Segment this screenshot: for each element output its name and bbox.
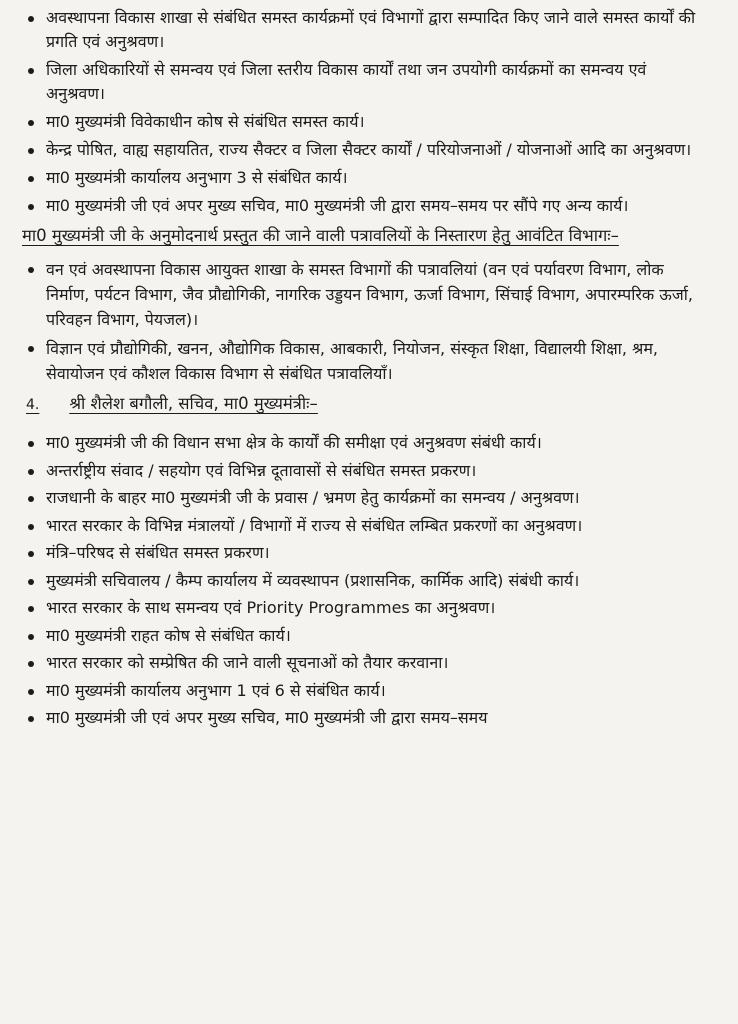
bullet-icon	[28, 148, 34, 154]
bullet-icon	[28, 120, 34, 126]
list-item: केन्द्र पोषित, वाह्य सहायतित, राज्य सैक्टर व जिला सैक्टर कार्यों / परियोजनाओं / योजनाओं आदि का अनुश्रवण।	[22, 138, 710, 162]
list-item: वन एवं अवस्थापना विकास आयुक्त शाखा के समस्त विभागों की पत्रावलियां (वन एवं पर्यावरण विभाग, लोक निर्माण, पर्यटन विभाग, जैव प्रौद्योगिकी, नागरिक उड्डयन विभाग, ऊर्जा विभाग, सिंचाई विभाग, अपारम्परिक ऊर्जा, परिवहन विभाग, पेयजल)।	[22, 257, 710, 332]
list-item: विज्ञान एवं प्रौद्योगिकी, खनन, औद्योगिक विकास, आबकारी, नियोजन, संस्कृत शिक्षा, विद्यालयी शिक्षा, श्रम, सेवायोजन एवं कौशल विकास विभाग से संबंधित पत्रावलियाँ।	[22, 336, 710, 386]
bullet-icon	[28, 606, 34, 612]
list-item: मा0 मुख्यमंत्री जी एवं अपर मुख्य सचिव, मा0 मुख्यमंत्री जी द्वारा समय–समय	[22, 706, 710, 731]
list-item: जिला अधिकारियों से समन्वय एवं जिला स्तरीय विकास कार्यों तथा जन उपयोगी कार्यक्रमों का समन्वय एवं अनुश्रवण।	[22, 58, 710, 106]
files-section-heading: मा0 मुख्यमंत्री जी के अनुमोदनार्थ प्रस्तुत की जाने वाली पत्रावलियों के निस्तारण हेतु आवंटित विभागः–	[22, 226, 619, 245]
section-number: 4.	[26, 397, 40, 413]
list-item: अन्तर्राष्ट्रीय संवाद / सहयोग एवं विभिन्न दूतावासों से संबंधित समस्त प्रकरण।	[22, 459, 710, 484]
bullet-icon	[28, 689, 34, 695]
list-item: भारत सरकार के विभिन्न मंत्रालयों / विभागों में राज्य से संबंधित लम्बित प्रकरणों का अनुश्रवण।	[22, 514, 710, 539]
bullet-icon	[28, 441, 34, 447]
bullet-icon	[28, 579, 34, 585]
list-item: भारत सरकार को सम्प्रेषित की जाने वाली सूचनाओं को तैयार करवाना।	[22, 651, 710, 676]
list-item: मा0 मुख्यमंत्री कार्यालय अनुभाग 3 से संबंधित कार्य।	[22, 166, 710, 190]
departments-list	[22, 257, 710, 386]
bullet-icon	[28, 68, 34, 74]
list-item: राजधानी के बाहर मा0 मुख्यमंत्री जी के प्रवास / भ्रमण हेतु कार्यक्रमों का समन्वय / अनुश्रवण।	[22, 486, 710, 511]
bullet-icon	[28, 267, 34, 273]
list-item: मुख्यमंत्री सचिवालय / कैम्प कार्यालय में व्यवस्थापन (प्रशासनिक, कार्मिक आदि) संबंधी कार्य।	[22, 569, 710, 594]
duties-list-c	[22, 431, 710, 731]
bullet-icon	[28, 524, 34, 530]
bullet-icon	[28, 469, 34, 475]
list-item: मा0 मुख्यमंत्री जी एवं अपर मुख्य सचिव, मा0 मुख्यमंत्री जी द्वारा समय–समय पर सौंपे गए अन्य कार्य।	[22, 194, 710, 218]
list-item: मा0 मुख्यमंत्री विवेकाधीन कोष से संबंधित समस्त कार्य।	[22, 110, 710, 134]
list-item: अवस्थापना विकास शाखा से संबंधित समस्त कार्यक्रमों एवं विभागों द्वारा सम्पादित किए जाने वाले समस्त कार्यों की प्रगति एवं अनुश्रवण।	[22, 6, 710, 54]
duties-list-a	[22, 6, 710, 218]
list-item: मा0 मुख्यमंत्री कार्यालय अनुभाग 1 एवं 6 से संबंधित कार्य।	[22, 679, 710, 704]
section-4-heading	[22, 390, 710, 419]
bullet-icon	[28, 716, 34, 722]
bullet-icon	[28, 634, 34, 640]
bullet-icon	[28, 551, 34, 557]
list-item: भारत सरकार के साथ समन्वय एवं Priority Programmes का अनुश्रवण।	[22, 596, 710, 621]
list-item: मा0 मुख्यमंत्री जी की विधान सभा क्षेत्र के कार्यों की समीक्षा एवं अनुश्रवण संबंधी कार्य।	[22, 431, 710, 456]
bullet-icon	[28, 204, 34, 210]
bullet-icon	[28, 176, 34, 182]
bullet-icon	[28, 496, 34, 502]
bullet-icon	[28, 346, 34, 352]
bullet-icon	[28, 661, 34, 667]
list-item: मा0 मुख्यमंत्री राहत कोष से संबंधित कार्य।	[22, 624, 710, 649]
list-item: मंत्रि–परिषद से संबंधित समस्त प्रकरण।	[22, 541, 710, 566]
bullet-icon	[28, 16, 34, 22]
section-title: श्री शैलेश बगौली, सचिव, मा0 मुख्यमंत्रीः–	[69, 394, 318, 413]
